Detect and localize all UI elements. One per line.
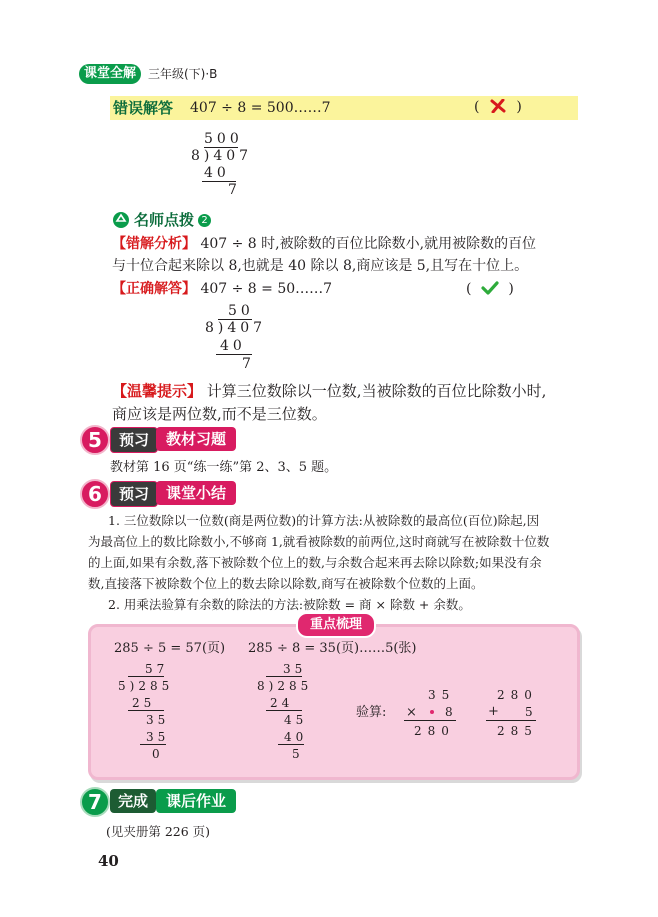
section5-title: 教材习题 [156, 427, 236, 451]
teacher-badge: 2 [198, 214, 211, 227]
analysis-line1 [112, 234, 536, 255]
correct-label: 【正确解答】 [112, 281, 196, 297]
error-mark [474, 98, 522, 116]
section5-text: 教材第 16 页“练一练”第 2、3、5 题。 [110, 460, 338, 475]
error-div-product: 40 [204, 165, 230, 181]
ex2-step1: 24 [270, 696, 294, 710]
cross-icon [490, 99, 506, 113]
summary-p1-line2: 为最高位上的数比除数小,不够商 1,就看被除数的前两位,这时商就写在被除数十位数 [88, 534, 550, 549]
error-div-divisor-dividend: 8)407 [191, 148, 253, 164]
section6-tag: 预习 [110, 481, 158, 507]
key-points-title: 重点梳理 [296, 612, 376, 638]
check-open: ( [466, 281, 472, 297]
analysis-line2: 与十位合起来除以 8,也就是 40 除以 8,商应该是 5,且写在十位上。 [112, 258, 529, 274]
summary-p1-line4: 数,直接落下被除数个位上的数去除以除数,商写在被除数个位数的上面。 [88, 576, 484, 591]
mark-open: ( [474, 99, 480, 115]
add-result: 285 [497, 724, 538, 738]
section6-title: 课堂小结 [156, 481, 236, 505]
mul-op: × [406, 705, 417, 720]
mark-close: ) [516, 99, 522, 115]
correct-div-divisor-dividend: 8)407 [205, 320, 267, 336]
ex1-step1: 25 [132, 696, 156, 710]
add-bottom: 5 [525, 705, 537, 719]
summary-p2: 2. 用乘法验算有余数的除法的方法:被除数 = 商 × 除数 + 余数。 [108, 597, 471, 612]
section7-tag: 完成 [110, 789, 156, 813]
section5-number: 5 [80, 425, 110, 455]
add-top: 280 [497, 688, 538, 702]
section7-text: (见夹册第 226 页) [106, 824, 211, 839]
correct-line [112, 279, 332, 300]
correct-div-remainder: 7 [242, 356, 255, 372]
check-mark [466, 279, 514, 300]
ex2-step3: 40 [284, 730, 308, 744]
grade-label: 三年级(下)·B [148, 67, 218, 81]
error-div-remainder: 7 [228, 182, 241, 198]
analysis-label: 【错解分析】 [112, 236, 196, 252]
error-answer-equation: 407 ÷ 8 = 500……7 [190, 100, 331, 116]
ex1-step2: 35 [146, 713, 170, 727]
ex1-remainder: 0 [152, 747, 164, 761]
section5-tag: 预习 [110, 427, 158, 453]
ex2-divisor-dividend: 8)285 [257, 679, 313, 693]
section6-number: 6 [80, 479, 110, 509]
analysis-text1: 407 ÷ 8 时,被除数的百位比除数小,就用被除数的百位 [200, 236, 537, 252]
ex1-step3: 35 [146, 730, 170, 744]
mul-bottom: 8 [445, 705, 457, 719]
tip-label: 【温馨提示】 [112, 382, 203, 400]
check-label: 验算: [356, 705, 387, 720]
ex2-quotient: 35 [283, 662, 307, 676]
tip-line1 [112, 380, 546, 402]
ex1-quotient: 57 [145, 662, 169, 676]
error-answer-label: 错误解答 [113, 99, 174, 117]
check-close: ) [508, 281, 514, 297]
teacher-title: 名师点拨 [134, 211, 195, 229]
summary-p1-line1: 1. 三位数除以一位数(商是两位数)的计算方法:从被除数的最高位(百位)除起,因 [108, 513, 540, 528]
mul-result: 280 [414, 724, 455, 738]
correct-div-product: 40 [220, 338, 246, 354]
tip-text1: 计算三位数除以一位数,当被除数的百位比除数小时, [206, 382, 547, 400]
error-div-quotient: 500 [204, 131, 243, 147]
tip-line2: 商应该是两位数,而不是三位数。 [112, 405, 327, 423]
recycle-icon [112, 211, 130, 229]
ex1-divisor-dividend: 5)285 [118, 679, 174, 693]
add-op: + [488, 704, 499, 719]
ex2-equation: 285 ÷ 8 = 35(页)……5(张) [248, 641, 417, 656]
correct-div-quotient: 50 [228, 303, 254, 319]
ex2-step2: 45 [284, 713, 308, 727]
ex1-equation: 285 ÷ 5 = 57(页) [114, 641, 226, 656]
section7-title: 课后作业 [156, 789, 236, 813]
page-number: 40 [98, 852, 119, 870]
carry-dot [430, 710, 434, 714]
brand-badge: 课堂全解 [79, 64, 141, 84]
check-icon [481, 281, 499, 295]
section7-number: 7 [80, 787, 110, 817]
ex2-remainder: 5 [292, 747, 304, 761]
mul-top: 35 [428, 688, 456, 702]
correct-equation: 407 ÷ 8 = 50……7 [200, 281, 333, 297]
summary-p1-line3: 的上面,如果有余数,落下被除数个位上的数,与余数合起来再去除以除数;如果没有余 [88, 555, 542, 570]
